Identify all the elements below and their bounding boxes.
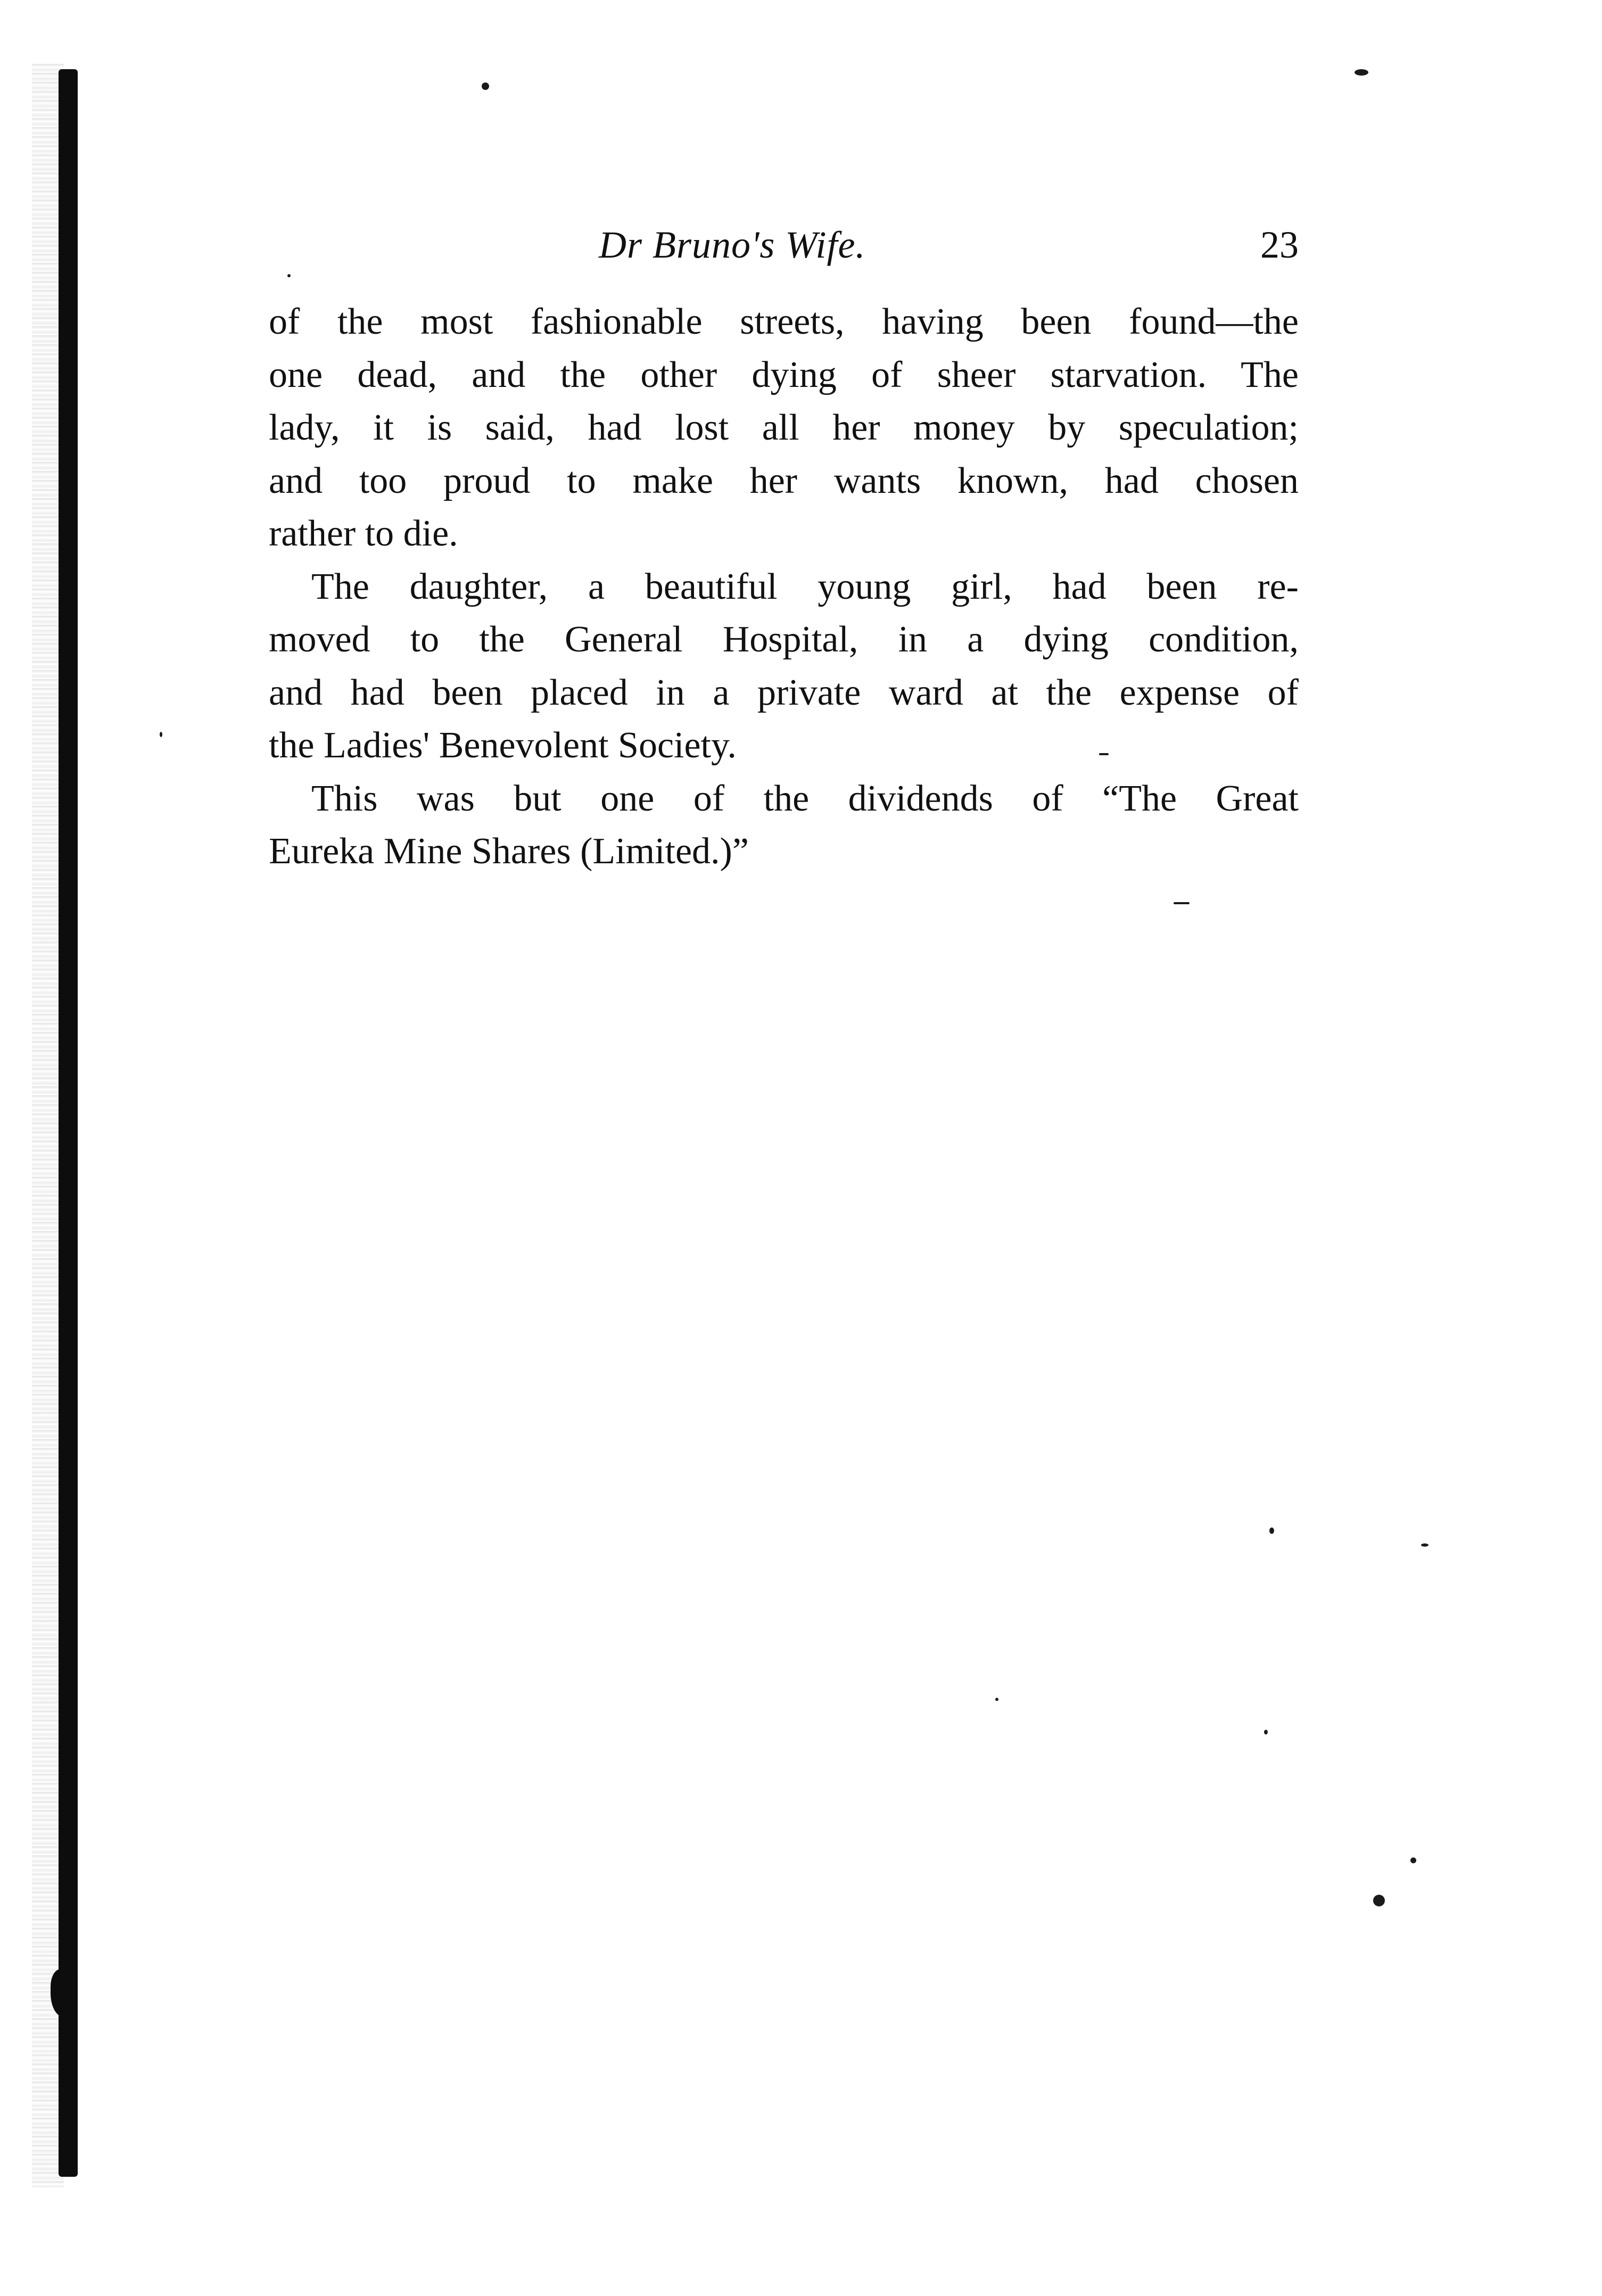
paragraph bbox=[269, 295, 1299, 560]
paragraph bbox=[269, 560, 1299, 772]
binding-tab bbox=[51, 1969, 77, 2017]
text-line: This was but one of the dividends of “The Great bbox=[311, 778, 1299, 819]
text-line: of the most fashionable streets, having been found—the bbox=[269, 301, 1299, 342]
scan-speck bbox=[1410, 1857, 1416, 1863]
scan-speck bbox=[995, 1698, 998, 1701]
text-line: one dead, and the other dying of sheer starvation. The bbox=[269, 354, 1299, 395]
scan-speck bbox=[1421, 1543, 1428, 1547]
scan-speck bbox=[1355, 69, 1368, 76]
scan-speck bbox=[160, 732, 162, 737]
body-text bbox=[269, 295, 1299, 878]
scan-speck bbox=[1174, 902, 1190, 904]
paragraph bbox=[269, 772, 1299, 878]
text-line: the Ladies' Benevolent Society. bbox=[269, 725, 737, 766]
scan-speck bbox=[1269, 1527, 1274, 1534]
text-line: lady, it is said, had lost all her money by speculation; bbox=[269, 407, 1299, 448]
running-head bbox=[269, 216, 1299, 274]
scan-speck bbox=[287, 274, 291, 277]
page-binding-edge bbox=[59, 69, 78, 2177]
scan-speck bbox=[482, 82, 489, 90]
text-line: and had been placed in a private ward at the expense of bbox=[269, 672, 1299, 713]
text-line: rather to die. bbox=[269, 513, 458, 554]
running-head-title: Dr Bruno's Wife. bbox=[599, 224, 866, 266]
page-number: 23 bbox=[1260, 224, 1299, 266]
text-line: The daughter, a beautiful young girl, had been re- bbox=[311, 566, 1299, 607]
text-line: moved to the General Hospital, in a dying condition, bbox=[269, 619, 1299, 660]
scan-speck bbox=[1264, 1730, 1268, 1735]
scan-speck bbox=[1373, 1895, 1385, 1906]
text-line: Eureka Mine Shares (Limited.)” bbox=[269, 831, 749, 872]
text-line: and too proud to make her wants known, had chosen bbox=[269, 460, 1299, 501]
